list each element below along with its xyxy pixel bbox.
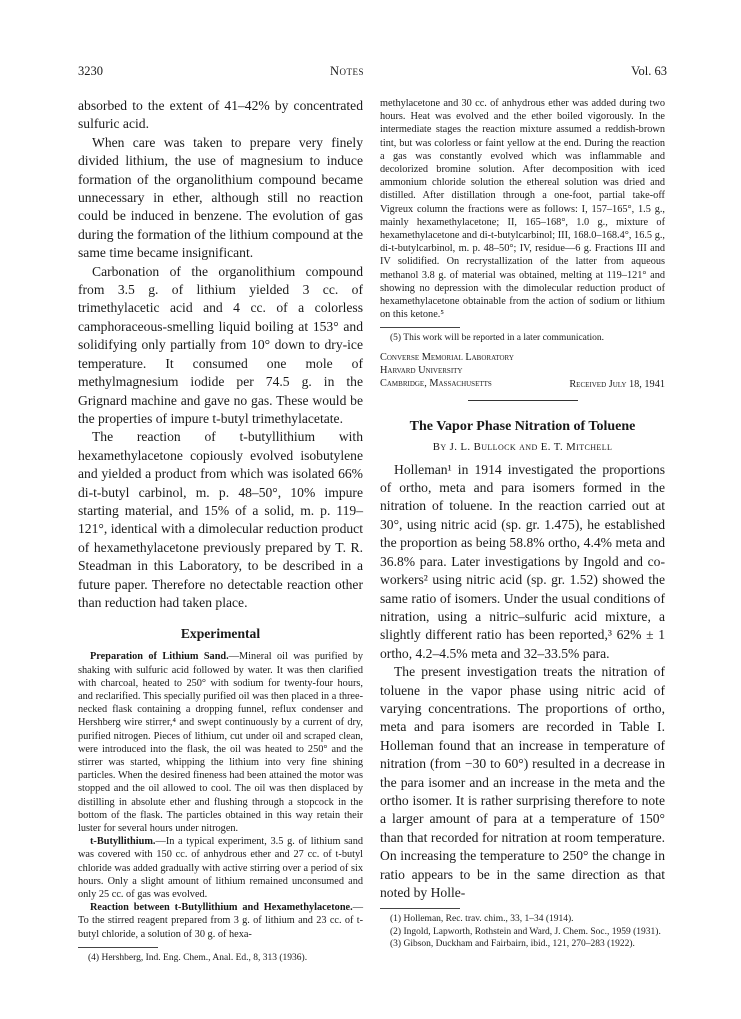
footnote: (1) Holleman, Rec. trav. chim., 33, 1–34 (1914). — [390, 914, 574, 925]
article-separator — [468, 400, 578, 401]
article-title: The Vapor Phase Nitration of Toluene — [409, 418, 636, 434]
footnote: (5) This work will be reported in a later communication. — [390, 333, 605, 344]
article-authors: By J. L. Bullock and E. T. Mitchell — [432, 440, 613, 453]
paragraph: The present investigation treats the nitration of toluene in the vapor phase using nitric acid of varying concentrations. The proportions of ortho, meta and para isomers are recorded in Table I. Holleman found that an increase in temperature of nitration (from −30 to 60°) resulted in a decrease in the para isomer and an increase in the meta and the ortho isomer. It is rather surprising therefore to note a larger amount of para at a temperature of 150° than that recorded for nitration at room temperature. On increasing the temperature to 250° the change in ratio appears to be in the same direction as that noted by Holle- — [380, 664, 665, 900]
affiliation-line: Converse Memorial Laboratory — [380, 351, 514, 363]
paragraph: absorbed to the extent of 41–42% by concentrated sulfuric acid. — [78, 98, 363, 132]
paragraph-body: —Mineral oil was purified by shaking with sulfuric acid followed by water. It was then clarified with charcoal, heated to 250° with sodium for twenty-four hours, and reclarified. This specially purified oil was then placed in a three-necked flask containing a dropping funnel, reflux condenser and Hershberg wire stirrer,⁴ and swept continuously by a current of dry, purified nitrogen. Pieces of lithium, cut under oil and scraped clean, were introduced into the flask, the oil was heated to 250° and the stirrer was started, whipping the lithium into very fine shining particles. When the desired fineness had been attained the motor was stopped and the oil allowed to cool. The oil was then displaced by distilling in absolute ether and flushing through a stopcock in the bottom of the flask. The particles obtained in this way retain their luster for several hours under nitrogen. — [78, 651, 363, 835]
experimental-paragraph — [78, 650, 363, 835]
right-column — [380, 97, 665, 950]
paragraph: Holleman¹ in 1914 investigated the proportions of ortho, meta and para isomers formed in the nitration of toluene. In the reaction carried out at 30°, using nitric acid (sp. gr. 1.475), he established the proportion as being 58.8% ortho, 4.4% meta and 36.8% para. Later investigations by Ingold and co-workers² using nitric acid (sp. gr. 1.52) showed the same ratio of isomers. Under the usual conditions of nitration, using a nitric–sulfuric acid mixture, a slightly different ratio has been reported,³ 62% ± 1 ortho, 4.2–4.5% meta and 32–33.5% para. — [380, 461, 665, 661]
received-date: Received July 18, 1941 — [569, 378, 665, 390]
left-column — [78, 97, 363, 964]
experimental-paragraph — [78, 901, 363, 941]
run-in-heading: Preparation of Lithium Sand. — [90, 651, 229, 663]
experimental-heading: Experimental — [180, 626, 261, 642]
experimental-continuation: methylacetone and 30 cc. of anhydrous ether was added during two hours. Heat was evolved and the ether boiled vigorously. In the intermediate stages the reaction mixture assumed a reddish-brown tint, but was colorless or faint yellow at the end. During the reaction a gas was constantly evolved which was inflammable and decolorized bromine solution. After decomposition with iced ammonium chloride solution the ethereal solution was dried and distilled. After distillation through a one-foot, partial take-off Vigreux column the fractions were as follows: I, 157–165°, 1.5 g., mainly hexamethylacetone; II, 165–168°, 1.0 g., mixture of hexamethylacetone and di-t-butylcarbinol; III, 168.0–168.4°, 16.5 g., di-t-butylcarbinol, m. p. 48–50°; IV, residue—6 g. Fractions III and IV solidified. On recrystallization of the latter from aqueous methanol 3.8 g. of material was obtained, melting at 119–121° and showing no depression with the dimolecular reduction product of hexamethylacetone obtainable from the action of sodium or lithium on this ketone.⁵ — [380, 98, 665, 321]
paragraph: When care was taken to prepare very finely divided lithium, the use of magnesium to induce formation of the organolithium compound became unnecessary in ether, although still no reaction could be induced in benzene. The evolution of gas during the formation of the lithium compound at the same time became insignificant. — [78, 134, 363, 261]
footnote-rule — [78, 947, 158, 948]
footnote: (3) Gibson, Duckham and Fairbairn, ibid., 121, 270–283 (1922). — [390, 938, 635, 949]
volume-label: Vol. 63 — [631, 64, 667, 78]
footnote-rule — [380, 327, 460, 328]
footnote-rule — [380, 908, 460, 909]
page-number: 3230 — [78, 64, 103, 78]
footnote: (4) Hershberg, Ind. Eng. Chem., Anal. Ed., 8, 313 (1936). — [88, 952, 308, 963]
run-in-heading: t-Butyllithium. — [90, 836, 156, 848]
affiliation-line: Harvard University — [380, 364, 463, 376]
affiliation-line: Cambridge, Massachusetts — [380, 377, 492, 389]
paragraph-body: —In a typical experiment, 3.5 g. of lithium sand was covered with 150 cc. of anhydrous ether and 27 cc. of t-butyl chloride was added gradually with active stirring over a period of six hours. Only a slight amount of lithium remained unconsumed and only 25 cc. of gas was evolved. — [78, 836, 363, 901]
experimental-paragraph — [78, 835, 363, 901]
footnote: (2) Ingold, Lapworth, Rothstein and Ward, J. Chem. Soc., 1959 (1931). — [390, 926, 661, 937]
running-title: Notes — [330, 64, 365, 78]
paragraph: Carbonation of the organolithium compound from 3.5 g. of lithium yielded 3 cc. of trimethylacetic acid and 4 cc. of a colorless camphoraceous-smelling liquid boiling at 153° and solidifying only partially from 10° down to dry-ice temperature. It consumed one mole of methylmagnesium iodide per 74.5 g. in the Grignard machine and gave no gas. These would be the properties of impure t-butyl trimethylacetate. — [78, 263, 363, 426]
paragraph-body: —To the stirred reagent prepared from 3 g. of lithium and 23 cc. of t-butyl chloride, a solution of 30 g. of hexa- — [78, 902, 363, 940]
address-row — [380, 377, 665, 390]
paragraph: The reaction of t-butyllithium with hexamethylacetone copiously evolved isobutylene and yielded a product from which was isolated 66% di-t-butyl carbinol, m. p. 48–50°, 10% impure starting material, and 15% of a solid, m. p. 119–121°, identical with a dimolecular reduction product of hexamethylacetone previously prepared by T. R. Steadman in this Laboratory, to be described in a future paper. Therefore no detectable reaction other than reduction had taken place. — [78, 429, 363, 610]
run-in-heading: Reaction between t-Butyllithium and Hexamethylacetone. — [90, 902, 353, 914]
